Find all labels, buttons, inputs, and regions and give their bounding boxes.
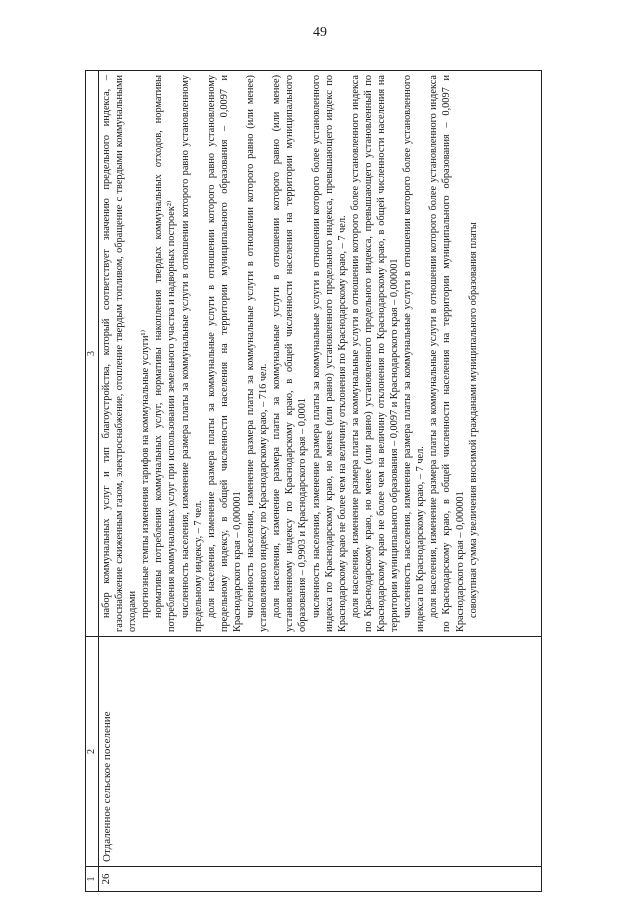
paragraph: численность населения, изменение размера платы за коммунальные услуги в отношении которого равно установленному предельному индексу, – 7 чел. [179,75,204,632]
paragraph: доля населения, изменение размера платы за коммунальные услуги в отношении которого равно (или менее) установленному индексу по Краснодарскому краю, в общей численности населения на территории муниципального образования – 0,9903 и Краснодарского края – 0,0001 [271,75,309,632]
paragraph: доля населения, изменение размера платы за коммунальные услуги в отношении которого более установленного индекса по Краснодарскому краю, но менее (или равно) установленного предельного индекса, превышающего установленный по Краснодарскому краю не более чем на величину отклонения по Краснодарскому краю, в общей численности населения на территории муниципального образования – 0,0097 и Краснодарского края – 0,000001 [349,75,401,632]
paragraph: численность населения, изменение размера платы за коммунальные услуги в отношении которого более установленного индекса по Краснодарскому краю, но менее (или равно) установленного предельного индекса, превышающего индекс по Краснодарскому краю не более чем на величину отклонения по Краснодарскому краю, – 7 чел. [310,75,348,632]
paragraph: численность населения, изменение размера платы за коммунальные услуги в отношении которого более установленного индекса по Краснодарскому краю, – 7 чел. [402,75,427,632]
header-col-3: 3 [86,71,99,636]
tariff-table [85,70,542,892]
page-number: 49 [313,25,327,40]
header-col-2: 2 [86,636,99,866]
row-number: 26 [99,866,541,891]
paragraph: совокупная сумма увеличения вносимой гражданами муниципального образования платы [467,222,479,618]
paragraph: нормативы потребления коммунальных услуг, нормативы накопления твердых коммунальных отходов, нормативы потребления коммунальных услуг при использовании земельного участка и надворных построек²⁾ [153,75,178,632]
paragraph: доля населения, изменение размера платы за коммунальные услуги в отношении которого равно установленному предельному индексу, в общей численности населения на территории муниципального образования – 0,0097 и Краснодарского края – 0,000001 [205,75,243,632]
paragraph: набор коммунальных услуг и тип благоустройства, который соответствует значению предельного индекса, – газоснабжение сжиженным газом, электроснабжение, отопление твердым топливом, обращение с твердыми коммунальными отходами [101,75,139,632]
header-col-1: 1 [86,866,99,891]
paragraph: прогнозные темпы изменения тарифов на коммунальные услуги¹⁾ [140,329,152,618]
row-description [99,71,541,636]
settlement-name: Отдаленное сельское поселение [99,636,541,866]
paragraph: доля населения, изменение размера платы за коммунальные услуги в отношении которого более установленного индекса по Краснодарскому краю, в общей численности населения на территории муниципального образования – 0,0097 и Краснодарского края – 0,000001 [428,75,466,632]
paragraph: численность населения, изменение размера платы за коммунальные услуги в отношении которого равно (или менее) установленного индексу по Краснодарскому краю, – 716 чел. [245,75,270,632]
